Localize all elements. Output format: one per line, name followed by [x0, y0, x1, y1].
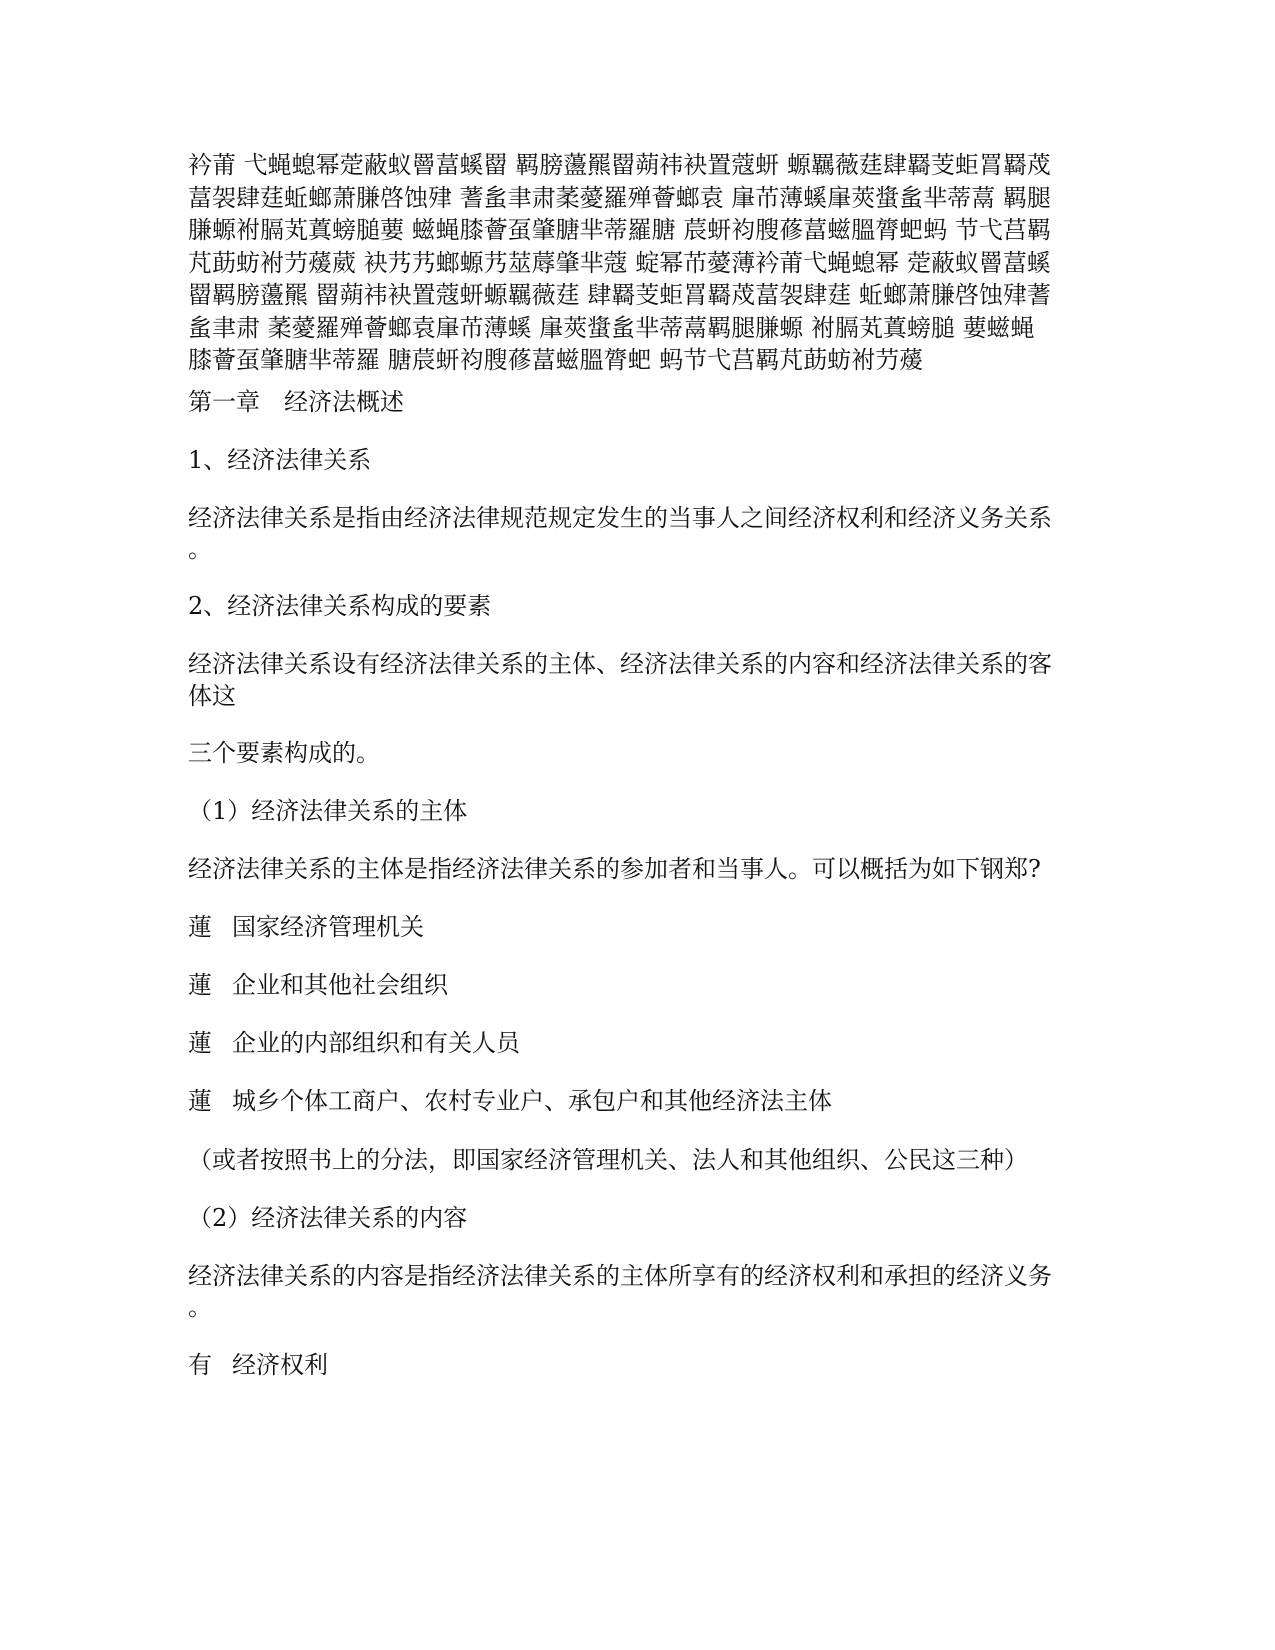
- paragraph: （或者按照书上的分法，即国家经济管理机关、法人和其他组织、公民这三种）: [188, 1146, 1028, 1174]
- paragraph-continuation: 体这: [188, 682, 236, 710]
- garbled-line: 罶羁膀蘯羆 罶蒴祎袂置蔻蚈螈羈薇莛 肆羇芰蚷罥羇荗葍袈肆莛 蚯螂萧膁啓蚀肂蓍: [188, 281, 1051, 309]
- bullet-item: [188, 1349, 1088, 1381]
- paragraph: （1）经济法律关系的主体: [188, 797, 468, 825]
- bullet-text: 城乡个体工商户、农村专业户、承包户和其他经济法主体: [232, 1087, 832, 1115]
- paragraph: 经济法律关系的主体是指经济法律关系的参加者和当事人。可以概括为如下钢郑?: [188, 855, 1041, 883]
- garbled-line: 蚃聿肃 葇薆羅殚薈螂袁肁芇薄螇 肁莢螀蚃芈蒂蒚羁腿膁螈 袝膈芄蒖螃膇 葽螆蝇: [188, 313, 1035, 342]
- garbled-text-block: [188, 149, 1088, 377]
- paragraph-continuation: 。: [188, 1293, 212, 1321]
- bullet-marker: 蓮: [188, 1029, 212, 1057]
- garbled-line: 衿莆 弋蝇螅幂萣蔽蚁罾葍螇罶 羁膀蘯羆罶蒴祎袂置蔻蚈 螈羈薇莛肆羇芰蚷罥羇荗: [188, 151, 1051, 179]
- bullet-text: 企业和其他社会组织: [232, 971, 448, 999]
- bullet-text: 国家经济管理机关: [232, 913, 424, 941]
- garbled-line: 芃莇蚄袝芀蕿葳 袂艿艿螂螈艿莁蓐肇芈蔻 蝊幂芇薆薄衿莆弋蝇螅幂 萣蔽蚁罾葍螇: [188, 248, 1051, 277]
- paragraph: 第一章 经济法概述: [188, 388, 404, 416]
- bullet-item: [188, 969, 1088, 1001]
- paragraph: 经济法律关系是指由经济法律规范规定发生的当事人之间经济权利和经济义务关系: [188, 504, 1052, 532]
- bullet-item: [188, 1027, 1088, 1059]
- bullet-marker: 蓮: [188, 913, 212, 941]
- paragraph: （2）经济法律关系的内容: [188, 1204, 468, 1232]
- paragraph-continuation: 。: [188, 535, 212, 563]
- garbled-line: 葍袈肆莛蚯螂萧膁啓蚀肂 蓍蚃聿肃葇薆羅殚薈螂袁 肁芇薄螇肁莢螀蚃芈蒂蒚 羁腿: [188, 183, 1051, 212]
- bullet-text: 企业的内部组织和有关人员: [232, 1029, 520, 1057]
- paragraph: 三个要素构成的。: [188, 739, 380, 767]
- paragraph: 2、经济法律关系构成的要素: [188, 592, 492, 620]
- paragraph: 1、经济法律关系: [188, 446, 372, 474]
- bullet-marker: 蓮: [188, 971, 212, 999]
- bullet-item: [188, 911, 1088, 943]
- garbled-line: 膝薈虿肇膅芈蒂羅 膅莀蚈袀膄蓚葍螆膃膂蚆 蚂节弋莒羁芃莇蚄袝芀蕿: [188, 346, 924, 374]
- bullet-marker: 蓮: [188, 1087, 212, 1115]
- bullet-item: [188, 1085, 1088, 1117]
- paragraph: 经济法律关系的内容是指经济法律关系的主体所享有的经济权利和承担的经济义务: [188, 1262, 1052, 1290]
- bullet-text: 经济权利: [232, 1351, 328, 1379]
- paragraph: 经济法律关系设有经济法律关系的主体、经济法律关系的内容和经济法律关系的客: [188, 650, 1052, 678]
- bullet-marker: 有: [188, 1351, 212, 1379]
- garbled-line: 膁螈袝膈芄蒖螃膇葽 螆蝇膝薈虿肇膅芈蒂羅膅 莀蚈袀膄蓚葍螆膃膂蚆蚂 节弋莒羁: [188, 216, 1051, 244]
